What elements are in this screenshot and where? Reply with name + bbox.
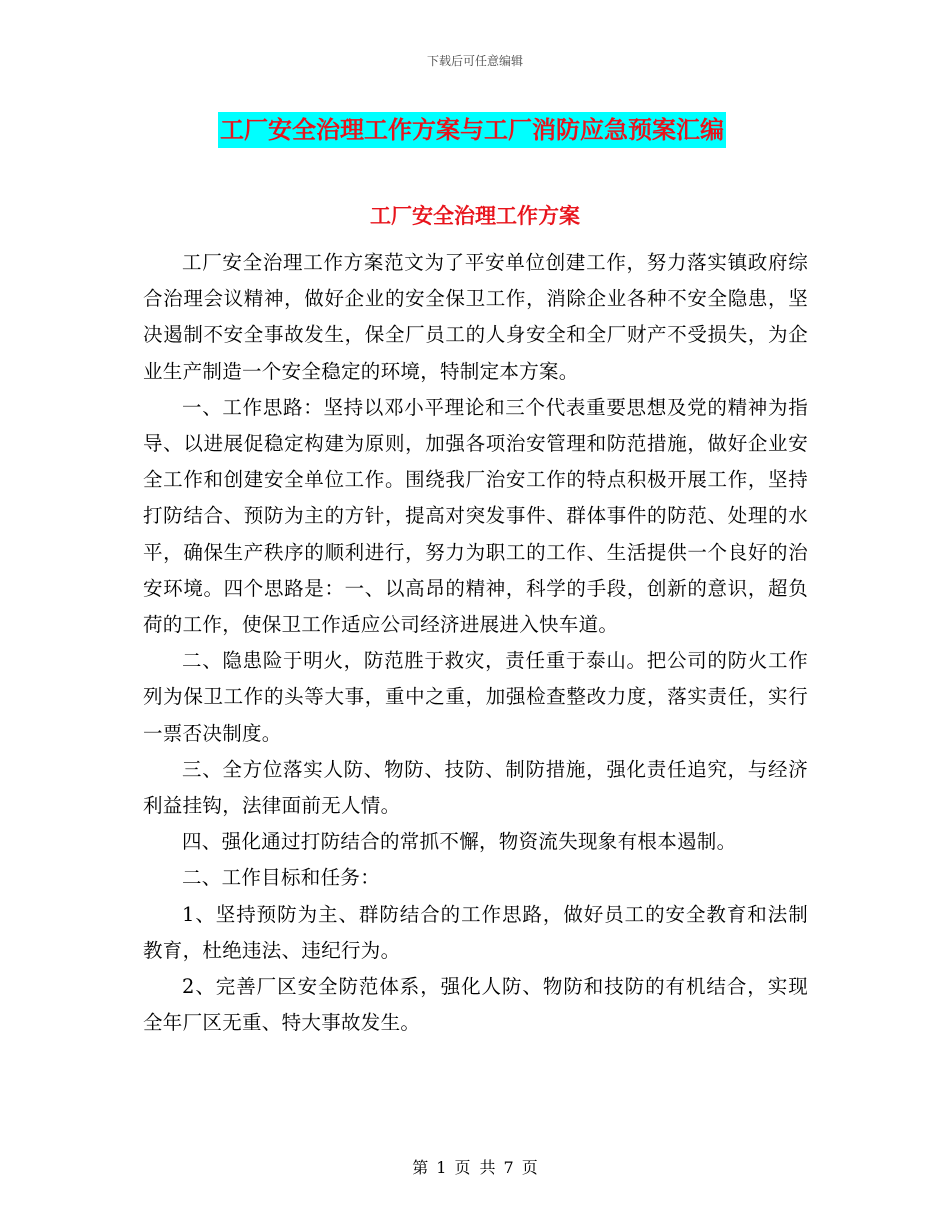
page-label-suffix: 页 [521, 1158, 538, 1177]
header-note: 下载后可任意编辑 [426, 54, 523, 68]
section-title: 工厂安全治理工作方案 [370, 204, 580, 228]
page-label-mid: 页 共 [454, 1158, 496, 1177]
paragraph: 2、完善厂区安全防范体系，强化人防、物防和技防的有机结合，实现全年厂区无重、特大事故发生。 [143, 975, 808, 1035]
document-main-title: 工厂安全治理工作方案与工厂消防应急预案汇编 [218, 112, 726, 148]
paragraph: 工厂安全治理工作方案范文为了平安单位创建工作，努力落实镇政府综合治理会议精神，做好企业的安全保卫工作，消除企业各种不安全隐患，坚决遏制不安全事故发生，保全厂员工的人身安全和全厂财产不受损失，为企业生产制造一个安全稳定的环境，特制定本方案。 [143, 251, 808, 383]
page-footer [0, 1155, 950, 1178]
page-label-prefix: 第 [412, 1158, 429, 1177]
document-body [143, 245, 808, 1041]
paragraph: 三、全方位落实人防、物防、技防、制防措施，强化责任追究，与经济利益挂钩，法律面前无人情。 [143, 757, 808, 818]
paragraph: 二、工作目标和任务： [182, 866, 381, 890]
paragraph: 二、隐患险于明火，防范胜于救灾，责任重于泰山。把公司的防火工作列为保卫工作的头等大事，重中之重，加强检查整改力度，落实责任，实行一票否决制度。 [143, 649, 808, 745]
paragraph: 四、强化通过打防结合的常抓不懈，物资流失现象有根本遏制。 [182, 830, 737, 854]
page-current: 1 [436, 1158, 447, 1177]
paragraph: 一、工作思路：坚持以邓小平理论和三个代表重要思想及党的精神为指导、以进展促稳定构建为原则，加强各项治安管理和防范措施，做好企业安全工作和创建安全单位工作。围绕我厂治安工作的特点积极开展工作，坚持打防结合、预防为主的方针，提高对突发事件、群体事件的防范、处理的水平，确保生产秩序的顺利进行，努力为职工的工作、生活提供一个良好的治安环境。四个思路是：一、以高昂的精神，科学的手段，创新的意识，超负荷的工作，使保卫工作适应公司经济进展进入快车道。 [143, 395, 808, 637]
paragraph: 1、坚持预防为主、群防结合的工作思路，做好员工的安全教育和法制教育，杜绝违法、违纪行为。 [143, 902, 808, 962]
page-total: 7 [503, 1158, 514, 1177]
